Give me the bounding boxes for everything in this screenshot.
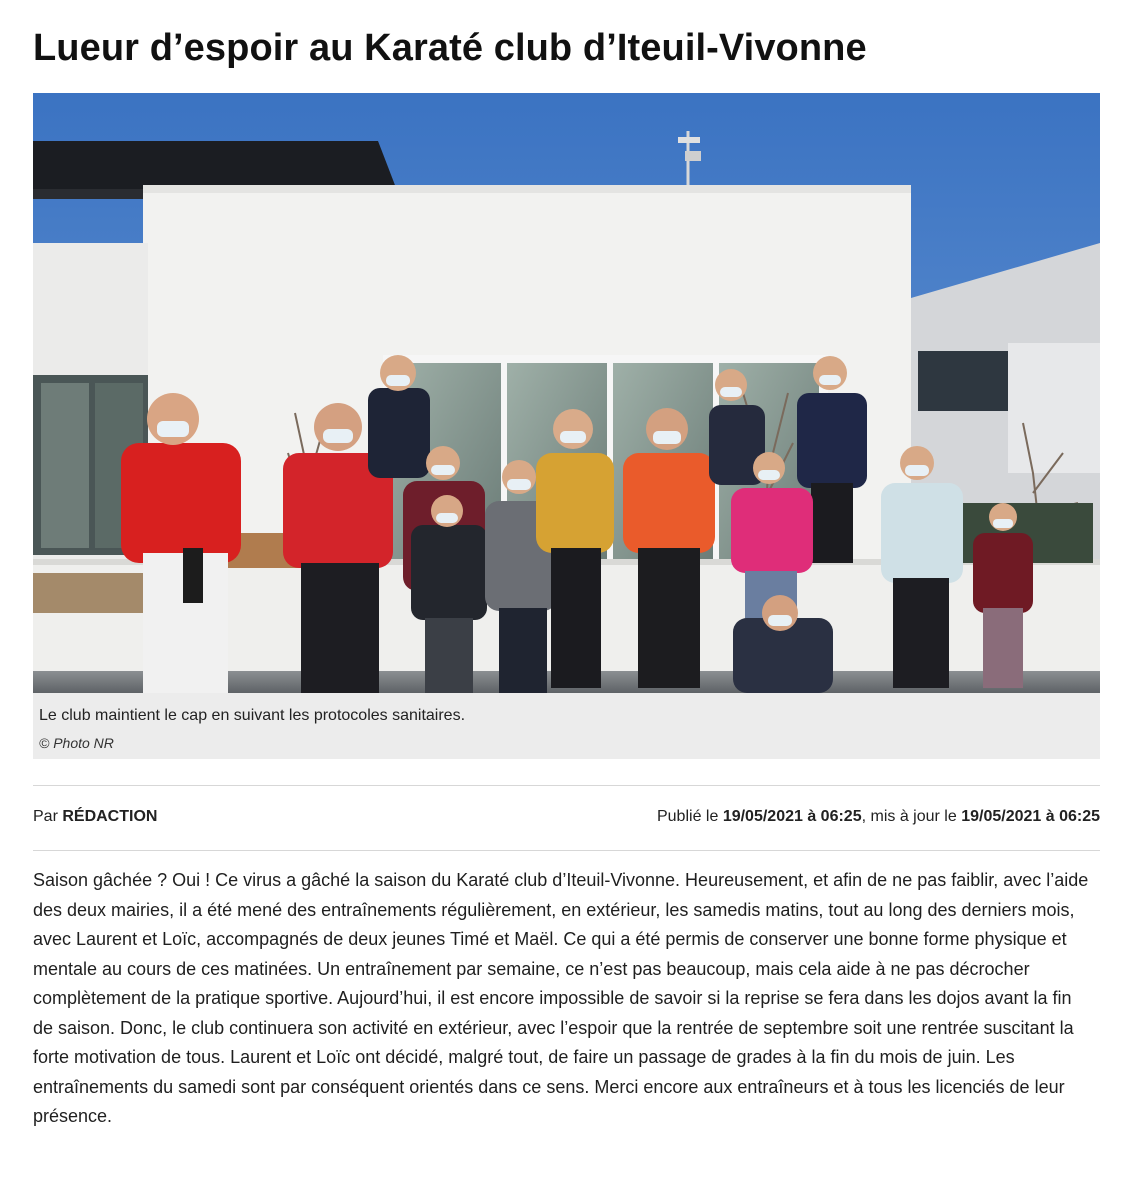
published-date: 19/05/2021 à 06:25	[722, 808, 862, 825]
published-label: Publié le	[656, 808, 723, 825]
updated-date: 19/05/2021 à 06:25	[961, 808, 1100, 825]
updated-label: , mis à jour le	[861, 808, 962, 825]
article-photo	[33, 93, 1100, 693]
photo-credit: © Photo NR	[39, 735, 114, 751]
meta-divider-top	[33, 785, 1100, 786]
byline	[33, 806, 157, 828]
article-body: Saison gâchée ? Oui ! Ce virus a gâché la saison du Karaté club d’Iteuil-Vivonne. Heureusement, et afin de ne pas faiblir, avec l’aide des deux mairies, il a été mené des entraînements régulièrement, en extérieur, les samedis matins, tout au long des derniers mois, avec Laurent et Loïc, accompagnés de deux jeunes Timé et Maël. Ce qui a été permis de conserver une bonne forme physique et mentale au cours de ces matinées. Un entraînement par semaine, ce n’est pas beaucoup, mais cela aide à ne pas décrocher complètement de la pratique sportive. Aujourd’hui, il est encore impossible de savoir si la reprise se fera dans les dojos avant la fin de saison. Donc, le club continuera son activité en extérieur, avec l’espoir que la rentrée de septembre soit une rentrée suscitant la forte motivation de tous. Laurent et Loïc ont décidé, malgré tout, de faire un passage de grades à la fin du mois de juin. Les entraînements du samedi sont par conséquent orientés dans ce sens. Merci encore aux entraîneurs et à tous les licenciés de leur présence.	[33, 870, 1089, 1126]
article-title: Lueur d’espoir au Karaté club d’Iteuil-Vivonne	[33, 27, 867, 69]
meta-divider-bottom	[33, 850, 1100, 851]
byline-prefix: Par	[33, 808, 63, 825]
byline-author[interactable]: RÉDACTION	[62, 808, 158, 825]
group-photo-illustration	[33, 93, 1100, 693]
publication-dates	[657, 806, 1100, 828]
article-figure	[33, 93, 1100, 759]
photo-caption: Le club maintient le cap en suivant les protocoles sanitaires.	[39, 707, 466, 724]
